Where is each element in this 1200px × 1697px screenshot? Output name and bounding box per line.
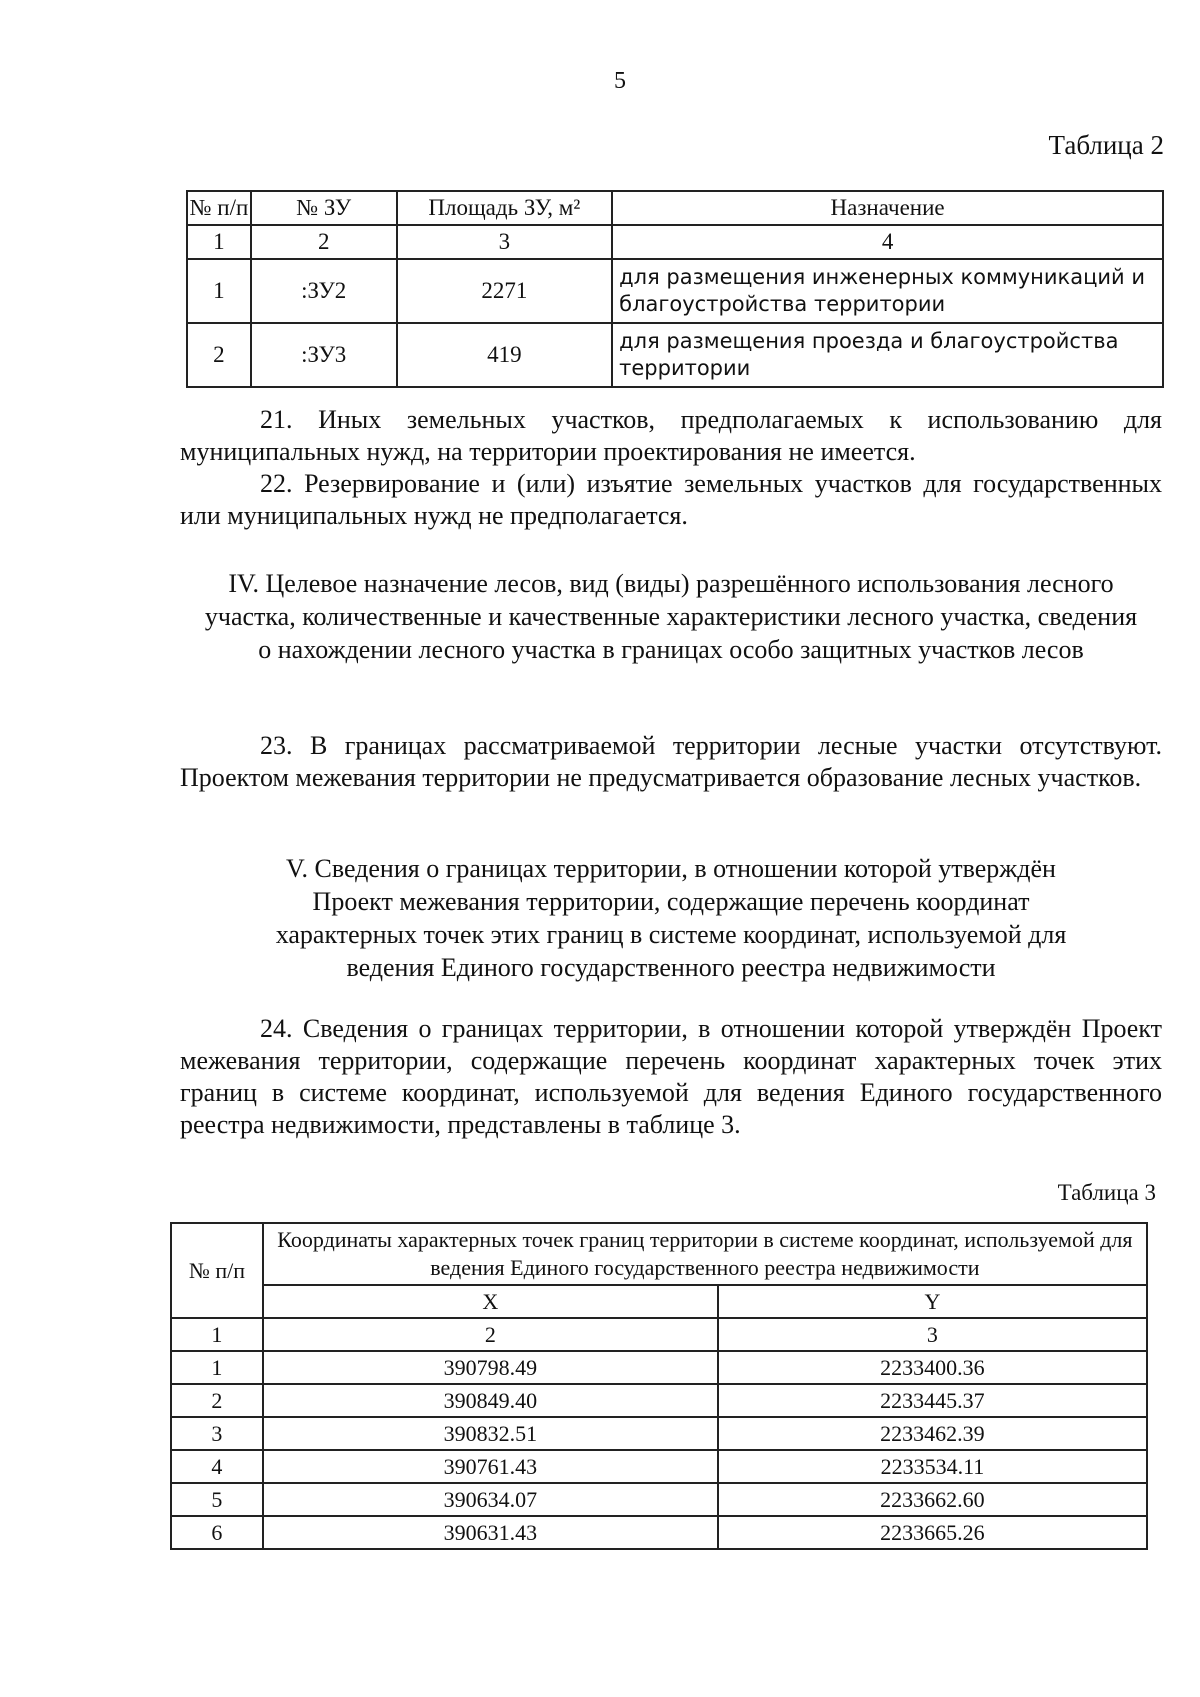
- table-2-caption: Таблица 2: [1048, 130, 1164, 160]
- table-row: [171, 1516, 1147, 1549]
- section-5-heading: V. Сведения о границах территории, в отношении которой утверждён Проект межевания территории, содержащие перечень координат характерных точек этих границ в системе координат, используемой для ведения Единого государственного реестра недвижимости: [275, 854, 1067, 982]
- table-row: [171, 1450, 1147, 1483]
- table-cell: для размещения инженерных коммуникаций и благоустройства территории: [612, 259, 1163, 323]
- paragraph-23: 23. В границах рассматриваемой территории лесные участки отсутствуют. Проектом межевания территории не предусматривается образование лесных участков.: [180, 731, 1162, 792]
- table-cell: :ЗУ2: [251, 259, 397, 323]
- table-cell: 2271: [397, 259, 613, 323]
- column-header: Площадь ЗУ, м²: [397, 191, 613, 225]
- table-cell: 2233462.39: [718, 1417, 1147, 1450]
- table-3-caption: Таблица 3: [1057, 1180, 1156, 1205]
- table-cell: 1: [171, 1318, 263, 1351]
- column-index-row: [171, 1318, 1147, 1351]
- table-cell: 390634.07: [263, 1483, 718, 1516]
- table-cell: 2233534.11: [718, 1450, 1147, 1483]
- column-header: X: [263, 1285, 718, 1318]
- table-cell: для размещения проезда и благоустройства территории: [612, 323, 1163, 387]
- column-header: № п/п: [187, 191, 251, 225]
- table-cell: 2: [263, 1318, 718, 1351]
- paragraph-24: 24. Сведения о границах территории, в отношении которой утверждён Проект межевания территории, содержащие перечень координат характерных точек этих границ в системе координат, используемой для ведения Единого государственного реестра недвижимости, представлены в таблице 3.: [180, 1014, 1162, 1139]
- table-cell: 390798.49: [263, 1351, 718, 1384]
- table-header-row: [171, 1223, 1147, 1285]
- table-cell: 2: [171, 1384, 263, 1417]
- table-cell: 2: [187, 323, 251, 387]
- table-row: [187, 323, 1163, 387]
- table-header-row: [171, 1285, 1147, 1318]
- column-header: Y: [718, 1285, 1147, 1318]
- table-cell: 1: [187, 259, 251, 323]
- table-row: [171, 1483, 1147, 1516]
- table-header-row: [187, 191, 1163, 225]
- coordinates-table: [170, 1222, 1148, 1550]
- table-cell: 2: [251, 225, 397, 259]
- table-cell: 2233400.36: [718, 1351, 1147, 1384]
- table-row: [171, 1417, 1147, 1450]
- table-row: [187, 259, 1163, 323]
- paragraph-21: 21. Иных земельных участков, предполагаемых к использованию для муниципальных нужд, на территории проектирования не имеется.: [180, 405, 1162, 466]
- table-cell: 3: [718, 1318, 1147, 1351]
- table-cell: 390761.43: [263, 1450, 718, 1483]
- table-cell: 390631.43: [263, 1516, 718, 1549]
- table-cell: 1: [187, 225, 251, 259]
- table-row: [171, 1351, 1147, 1384]
- table-cell: 4: [612, 225, 1163, 259]
- column-header: № ЗУ: [251, 191, 397, 225]
- column-header: Координаты характерных точек границ территории в системе координат, используемой для ведения Единого государственного реестра недвижимости: [263, 1223, 1147, 1285]
- table-cell: :ЗУ3: [251, 323, 397, 387]
- table-cell: 2233445.37: [718, 1384, 1147, 1417]
- table-cell: 3: [397, 225, 613, 259]
- table-cell: 3: [171, 1417, 263, 1450]
- table-cell: 390832.51: [263, 1417, 718, 1450]
- table-cell: 6: [171, 1516, 263, 1549]
- table-cell: 4: [171, 1450, 263, 1483]
- column-header: Назначение: [612, 191, 1163, 225]
- section-4-heading: IV. Целевое назначение лесов, вид (виды) разрешённого использования лесного участка, количественные и качественные характеристики лесного участка, сведения о нахождении лесного участка в границах особо защитных участков лесов: [204, 569, 1138, 664]
- page-number: 5: [614, 68, 626, 94]
- land-plots-table: [186, 190, 1164, 388]
- table-row: [171, 1384, 1147, 1417]
- paragraph-22: 22. Резервирование и (или) изъятие земельных участков для государственных или муниципальных нужд не предполагается.: [180, 469, 1162, 530]
- table-cell: 419: [397, 323, 613, 387]
- table-cell: 2233662.60: [718, 1483, 1147, 1516]
- column-header: № п/п: [171, 1223, 263, 1318]
- table-cell: 390849.40: [263, 1384, 718, 1417]
- table-cell: 5: [171, 1483, 263, 1516]
- table-cell: 2233665.26: [718, 1516, 1147, 1549]
- table-cell: 1: [171, 1351, 263, 1384]
- column-index-row: [187, 225, 1163, 259]
